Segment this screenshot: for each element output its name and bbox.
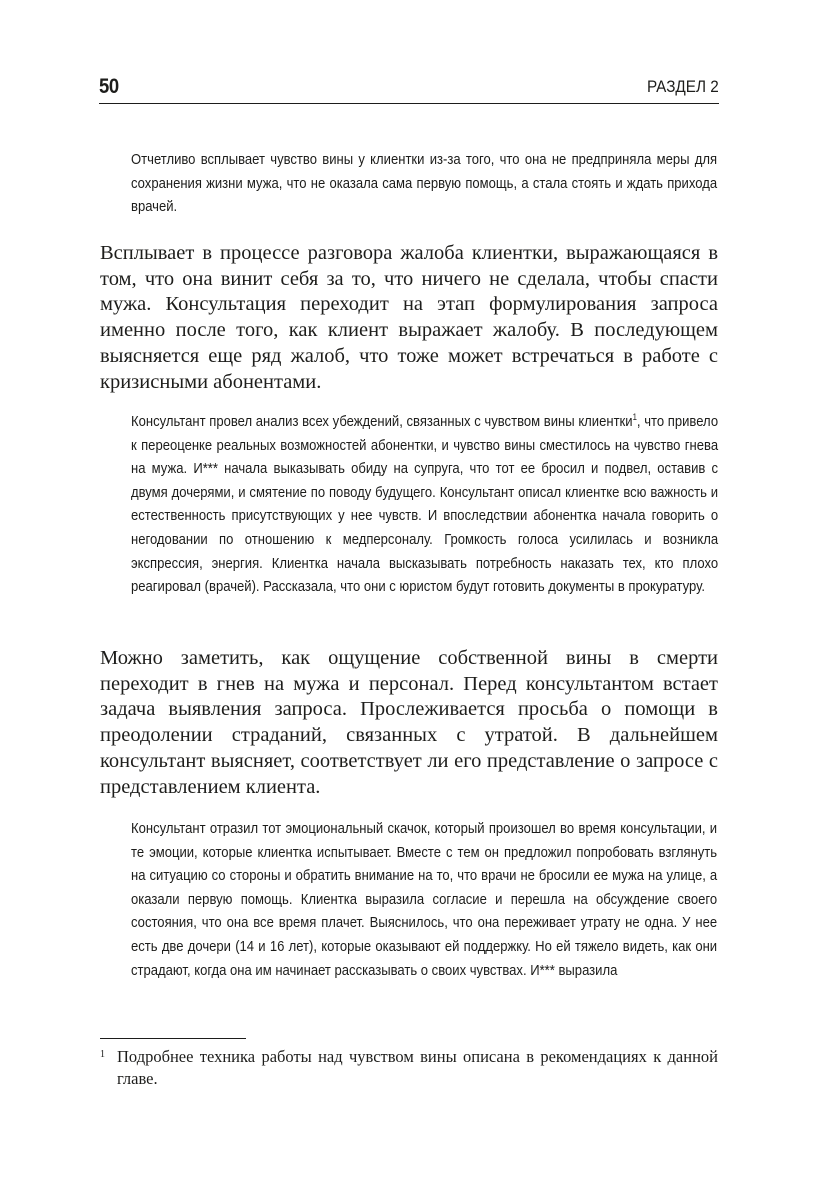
case-example-3-text: Консультант отразил тот эмоциональный скачок, который произошел во время консультации, и те эмоции, которые клиентка испытывает. Вместе с тем он предложил попробовать взглянуть на ситуацию со стороны и обратить внимание на то, что врачи не бросили ее мужа на улице, а оказали первую помощь. Клиентка выразила согласие и перешла на обсуждение своего состояния, что она все время плачет. Выяснилось, что она переживает утрату не одна. У нее есть две дочери (14 и 16 лет), которые оказывают ей поддержку. Но ей тяжело видеть, как они страдают, когда она им начинает рассказывать о своих чувствах. И*** выразила	[131, 820, 718, 979]
page-number: 50	[99, 75, 119, 98]
case-example-2-text	[131, 410, 718, 599]
case-example-3	[131, 817, 717, 982]
case-example-2	[131, 410, 718, 599]
footnote-reference[interactable]: 1	[632, 411, 637, 422]
section-title: РАЗДЕЛ 2	[647, 77, 719, 96]
case-example-2-text-start: Консультант провел анализ всех убеждений, связанных с чувством вины клиентки	[131, 413, 633, 430]
running-header	[99, 75, 719, 104]
case-example-1-text: Отчетливо всплывает чувство вины у клиентки из-за того, что она не предприняла меры для сохранения жизни мужа, что не оказала сама первую помощь, а стала стоять и ждать прихода врачей.	[131, 151, 718, 216]
case-example-2-text-end: , что привело к переоценке реальных возможностей абонентки, и чувство вины сместилось на чувство гнева на мужа. И*** начала выказывать обиду на супруга, что тот ее бросил и подвел, оставив с двумя дочерями, и смятение по поводу будущего. Консультант описал клиентке всю важность и естественность присутствующих у нее чувств. И впоследствии абонентка начала говорить о негодовании по отношению к медперсоналу. Громкость голоса усилилась и возникла экспрессия, энергия. Клиентка начала высказывать потребность наказать тех, кто плохо реагировал (врачей). Рассказала, что они с юристом будут готовить документы в прокуратуру.	[131, 413, 719, 596]
footnote-text: Подробнее техника работы над чувством вины описана в рекомендациях к данной главе.	[117, 1047, 718, 1088]
footnote-marker: 1	[100, 1049, 105, 1060]
body-paragraph-1: Всплывает в процессе разговора жалоба клиентки, выражающаяся в том, что она винит себя за то, что ничего не сделала, чтобы спасти мужа. Консультация переходит на этап формулирования запроса именно после того, как клиент выражает жалобу. В последующем выясняется еще ряд жалоб, что тоже может встречаться в работе с кризисными абонентами.	[100, 242, 718, 393]
body-paragraph-2: Можно заметить, как ощущение собственной вины в смерти переходит в гнев на мужа и персонал. Перед консультантом встает задача выявления запроса. Прослеживается просьба о помощи в преодолении страданий, связанных с утратой. В дальнейшем консультант выясняет, соответствует ли его представление о запросе с представлением клиента.	[100, 647, 718, 798]
footnote	[100, 1046, 718, 1090]
footnote-divider	[100, 1038, 246, 1039]
case-example-1	[131, 148, 717, 219]
